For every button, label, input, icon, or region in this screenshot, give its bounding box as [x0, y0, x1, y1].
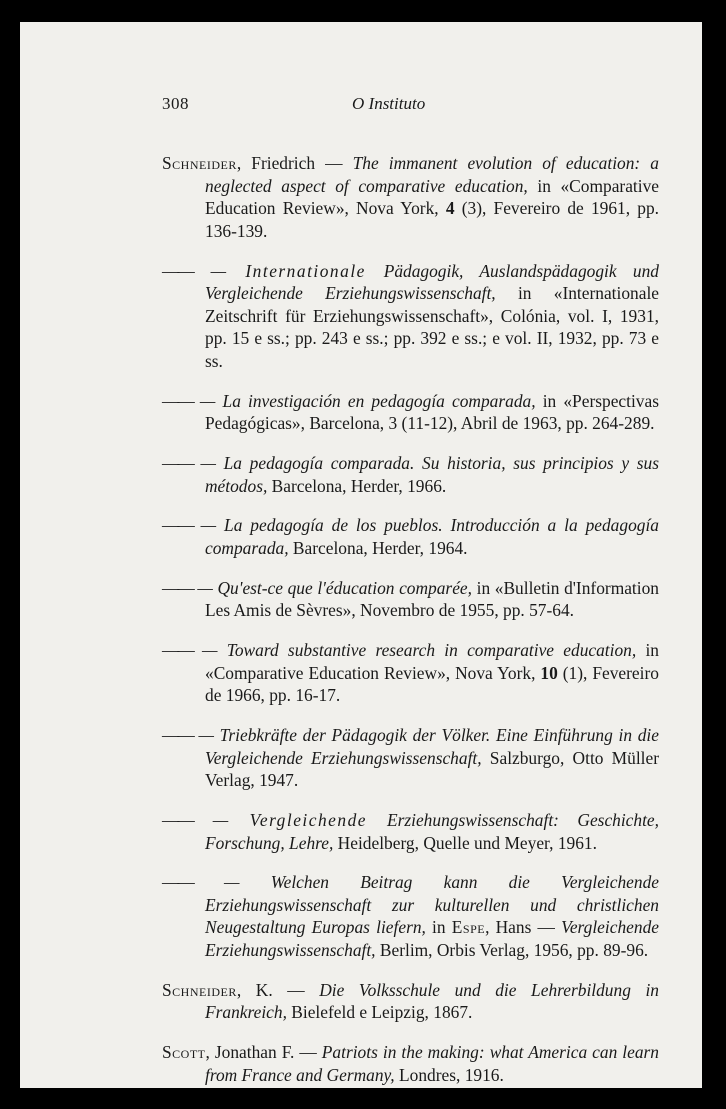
bibliography-entry: Scott, Jonathan F. — Patriots in the making: what America can learn from France and Germany, Londres, 1916.: [162, 1042, 659, 1085]
bibliography-entry: —— — Internationale Pädagogik, Auslandspädagogik und Vergleichende Erziehungswissenschaft, in «Internationale Zeitschrift für Erziehungswissenschaft», Colónia, vol. I, 1931, pp. 15 e ss.; pp. 243 e ss.; pp. 392 e ss.; e vol. II, 1932, pp. 73 e ss.: [162, 260, 660, 371]
document-page: [20, 22, 702, 1088]
bibliography-list: [162, 135, 659, 1088]
bibliography-entry: —— — La pedagogía de los pueblos. Introducción a la pedagogía comparada, Barcelona, Herder, 1964.: [162, 515, 659, 558]
bibliography-entry: Schneider, K. — Die Volksschule und die Lehrerbildung in Frankreich, Bielefeld e Leipzig, 1867.: [162, 979, 659, 1023]
page-header: [162, 94, 659, 118]
bibliography-entry: —— — Toward substantive research in comparative education, in «Comparative Education Review», Nova York, 10 (1), Fevereiro de 1966, pp. 16-17.: [162, 640, 659, 706]
running-title: O Instituto: [352, 94, 426, 113]
bibliography-entry: —— — Triebkräfte der Pädagogik der Völker. Eine Einführung in die Vergleichende Erziehungswissenschaft, Salzburgo, Otto Müller Verlag, 1947.: [162, 725, 659, 791]
bibliography-entry: —— — Welchen Beitrag kann die Vergleichende Erziehungswissenschaft zur kulturellen und christlichen Neugestaltung Europas liefern, in Espe, Hans — Vergleichende Erziehungswissenschaft, Berlim, Orbis Verlag, 1956, pp. 89-96.: [162, 872, 659, 960]
bibliography-entry: —— — La pedagogía comparada. Su historia, sus principios y sus métodos, Barcelona, Herder, 1966.: [162, 453, 659, 496]
page-number: 308: [162, 94, 189, 113]
bibliography-entry: —— — Vergleichende Erziehungswissenschaft: Geschichte, Forschung, Lehre, Heidelberg, Quelle und Meyer, 1961.: [162, 810, 659, 853]
bibliography-entry: Schneider, Friedrich — The immanent evolution of education: a neglected aspect of comparative education, in «Comparative Education Review», Nova York, 4 (3), Fevereiro de 1961, pp. 136-139.: [162, 153, 660, 241]
bibliography-entry: —— — La investigación en pedagogía comparada, in «Perspectivas Pedagógicas», Barcelona, 3 (11-12), Abril de 1963, pp. 264-289.: [162, 390, 659, 434]
bibliography-entry: —— — Qu'est-ce que l'éducation comparée, in «Bulletin d'Information Les Amis de Sèvres», Novembro de 1955, pp. 57-64.: [162, 577, 659, 621]
